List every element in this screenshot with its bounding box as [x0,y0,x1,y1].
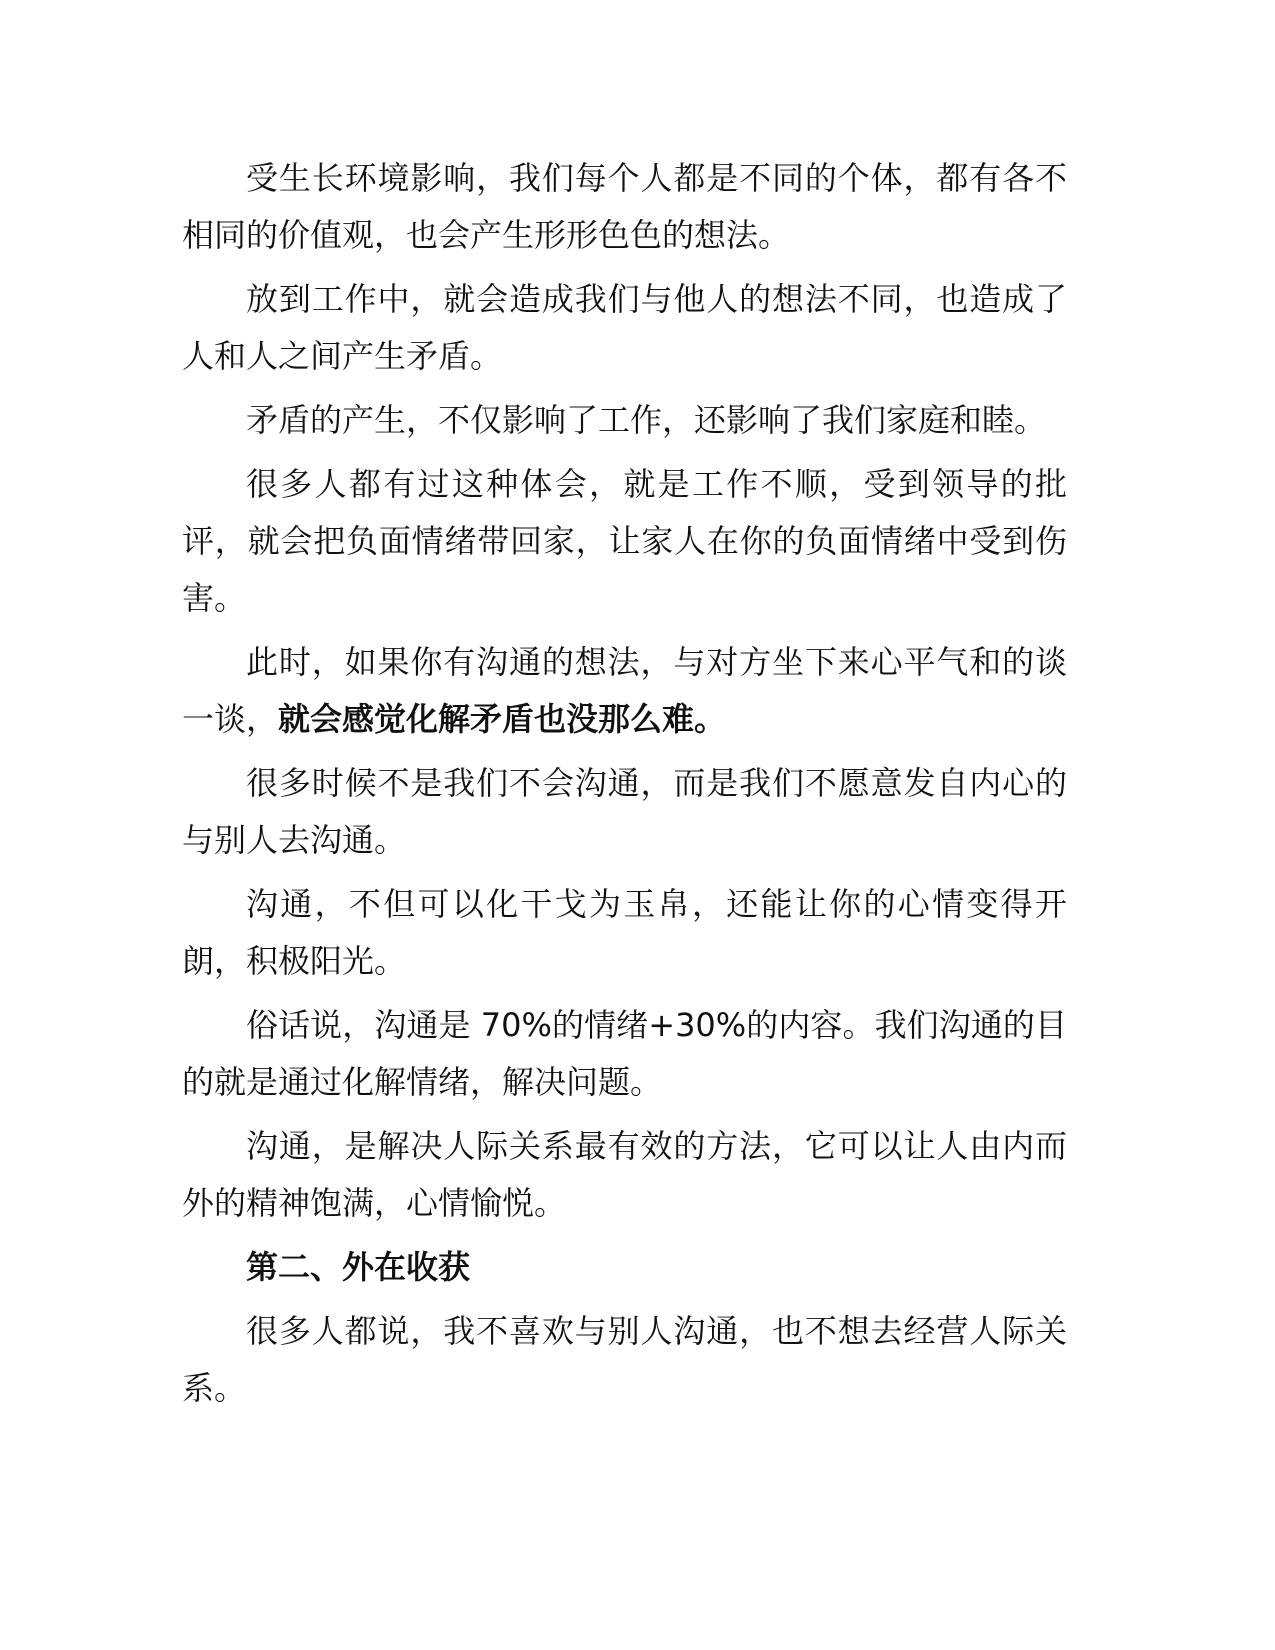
paragraph-bold-text: 就会感觉化解矛盾也没那么难。 [278,700,727,738]
paragraph: 很多时候不是我们不会沟通，而是我们不愿意发自内心的与别人去沟通。 [182,764,1067,859]
paragraph: 受生长环境影响，我们每个人都是不同的个体，都有各不相同的价值观，也会产生形形色色的想法。 [182,159,1067,254]
paragraph: 放到工作中，就会造成我们与他人的想法不同，也造成了人和人之间产生矛盾。 [182,280,1067,375]
paragraph: 沟通，是解决人际关系最有效的方法，它可以让人由内而外的精神饱满，心情愉悦。 [182,1127,1067,1222]
document-body [182,150,1067,1424]
paragraph: 沟通，不但可以化干戈为玉帛，还能让你的心情变得开朗，积极阳光。 [182,885,1067,980]
paragraph-text: 此时，如果你有沟通的想法，与对方坐下来心平气和的谈一谈， [182,643,1067,738]
paragraph: 很多人都有过这种体会，就是工作不顺，受到领导的批评，就会把负面情绪带回家，让家人在你的负面情绪中受到伤害。 [182,465,1067,617]
section-heading: 第二、外在收获 [246,1248,471,1286]
paragraph [182,634,1067,748]
paragraph: 矛盾的产生，不仅影响了工作，还影响了我们家庭和睦。 [246,401,1047,439]
paragraph: 俗话说，沟通是 70%的情绪+30%的内容。我们沟通的目的就是通过化解情绪，解决问题。 [182,1006,1067,1101]
paragraph: 很多人都说，我不喜欢与别人沟通，也不想去经营人际关系。 [182,1312,1067,1407]
